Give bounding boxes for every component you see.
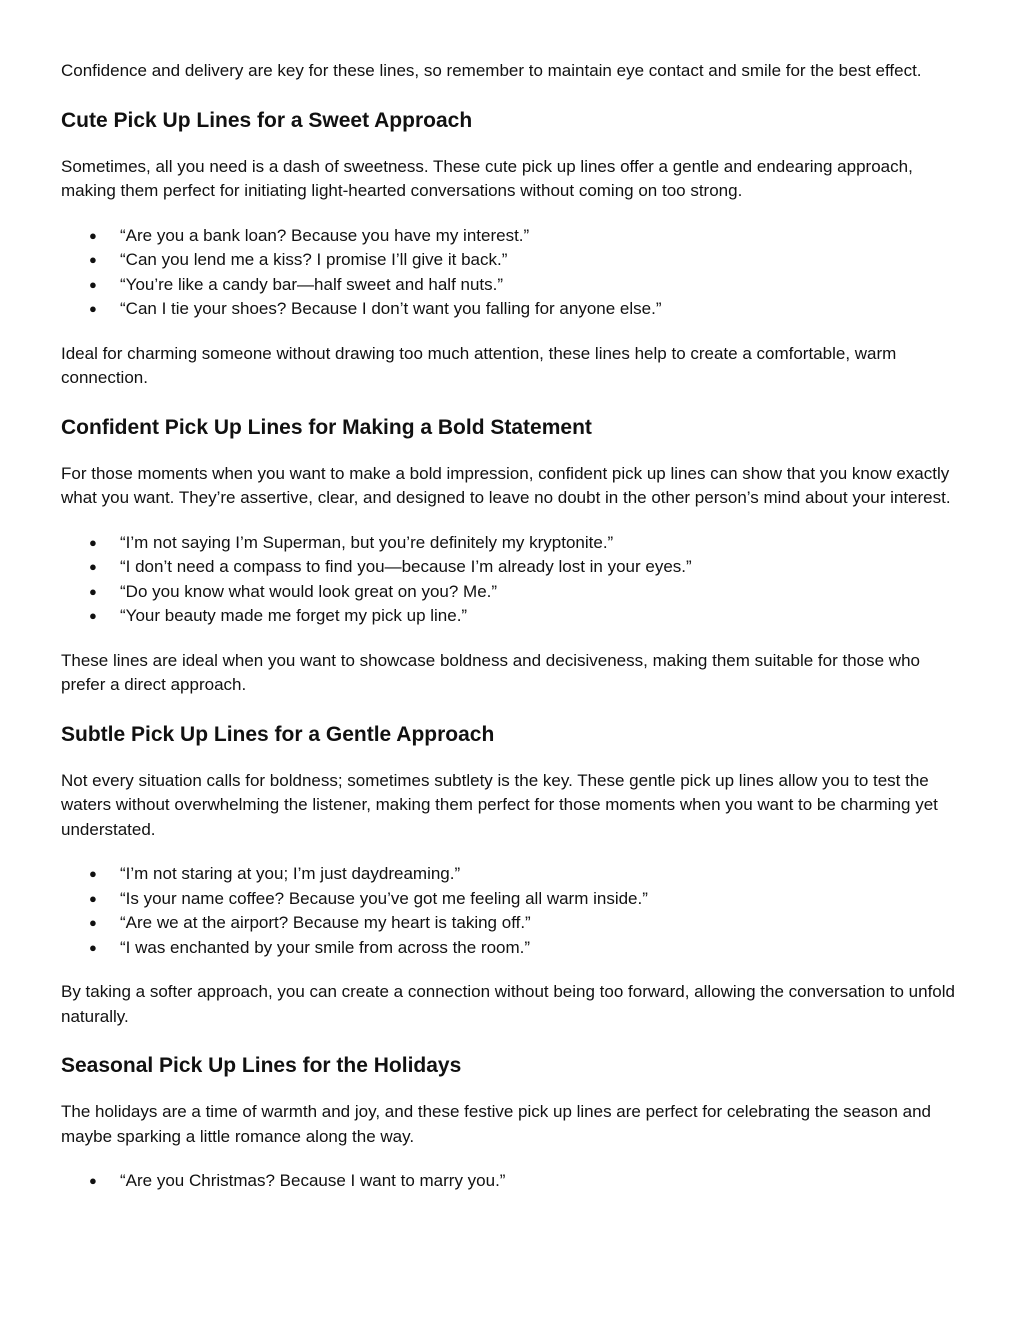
bullet-icon: ●	[89, 939, 97, 955]
list-item	[61, 224, 966, 249]
list-item	[61, 911, 966, 936]
section-closing-paragraph: Ideal for charming someone without drawing too much attention, these lines help to create a comfortable, warm connection.	[61, 343, 897, 387]
section-closing-paragraph: These lines are ideal when you want to showcase boldness and decisiveness, making them suitable for those who prefer a direct approach.	[61, 650, 920, 694]
list-item	[61, 555, 966, 580]
section-lead-paragraph: For those moments when you want to make a bold impression, confident pick up lines can show that you know exactly what you want. They’re assertive, clear, and designed to leave no doubt in the other person’s mind about your interest.	[61, 463, 951, 507]
section-heading: Seasonal Pick Up Lines for the Holidays	[61, 1054, 462, 1077]
list-item-text: “Are you Christmas? Because I want to marry you.”	[120, 1171, 506, 1190]
list-item	[61, 531, 966, 556]
pickup-lines-list	[61, 531, 966, 629]
list-item	[61, 604, 966, 629]
list-item-text: “Are you a bank loan? Because you have my interest.”	[120, 225, 530, 245]
list-item	[61, 887, 966, 912]
list-item-text: “Your beauty made me forget my pick up line.”	[120, 606, 468, 625]
pickup-lines-list	[61, 862, 966, 960]
section-lead-paragraph: The holidays are a time of warmth and joy, and these festive pick up lines are perfect for celebrating the season and maybe sparking a little romance along the way.	[61, 1102, 932, 1146]
bullet-icon: ●	[89, 890, 97, 906]
list-item	[61, 936, 966, 961]
list-item-text: “Can you lend me a kiss? I promise I’ll give it back.”	[120, 250, 508, 269]
list-item-text: “Can I tie your shoes? Because I don’t want you falling for anyone else.”	[120, 299, 662, 318]
bullet-icon: ●	[89, 252, 97, 267]
section-lead-paragraph: Sometimes, all you need is a dash of sweetness. These cute pick up lines offer a gentle and endearing approach, making them perfect for initiating light-hearted conversations without coming on too strong.	[61, 156, 913, 200]
list-item-text: “You’re like a candy bar—half sweet and half nuts.”	[120, 274, 504, 294]
section-lead-paragraph: Not every situation calls for boldness; sometimes subtlety is the key. These gentle pick up lines allow you to test the waters without overwhelming the listener, making them perfect for those moments when you want to be charming yet understated.	[61, 770, 938, 839]
list-item-text: “I’m not staring at you; I’m just daydreaming.”	[120, 864, 461, 883]
pickup-lines-list	[61, 1169, 966, 1194]
list-item	[61, 580, 966, 605]
document-page	[61, 59, 966, 1194]
list-item	[61, 1169, 966, 1194]
pickup-lines-list	[61, 224, 966, 322]
section-heading: Cute Pick Up Lines for a Sweet Approach	[61, 108, 473, 132]
bullet-icon: ●	[89, 1173, 97, 1188]
bullet-icon: ●	[89, 534, 97, 550]
list-item-text: “I was enchanted by your smile from across the room.”	[120, 937, 531, 957]
list-item-text: “I’m not saying I’m Superman, but you’re definitely my kryptonite.”	[120, 532, 614, 552]
bullet-icon: ●	[89, 866, 97, 881]
bullet-icon: ●	[89, 227, 97, 243]
list-item	[61, 273, 966, 298]
list-item	[61, 248, 966, 273]
bullet-icon: ●	[89, 559, 97, 574]
list-item-text: “Are we at the airport? Because my heart is taking off.”	[120, 913, 531, 932]
bullet-icon: ●	[89, 583, 97, 599]
section-closing-paragraph: By taking a softer approach, you can create a connection without being too forward, allowing the conversation to unfold naturally.	[61, 982, 955, 1026]
intro-paragraph: Confidence and delivery are key for these lines, so remember to maintain eye contact and smile for the best effect.	[61, 61, 922, 80]
list-item	[61, 862, 966, 887]
list-item-text: “I don’t need a compass to find you—because I’m already lost in your eyes.”	[120, 557, 692, 576]
list-item-text: “Is your name coffee? Because you’ve got me feeling all warm inside.”	[120, 888, 648, 908]
bullet-icon: ●	[89, 276, 97, 292]
bullet-icon: ●	[89, 301, 97, 316]
list-item-text: “Do you know what would look great on you? Me.”	[120, 581, 498, 601]
list-item	[61, 297, 966, 322]
bullet-icon: ●	[89, 915, 97, 930]
section-heading: Subtle Pick Up Lines for a Gentle Approach	[61, 722, 495, 746]
section-heading: Confident Pick Up Lines for Making a Bold Statement	[61, 415, 592, 439]
bullet-icon: ●	[89, 608, 97, 623]
